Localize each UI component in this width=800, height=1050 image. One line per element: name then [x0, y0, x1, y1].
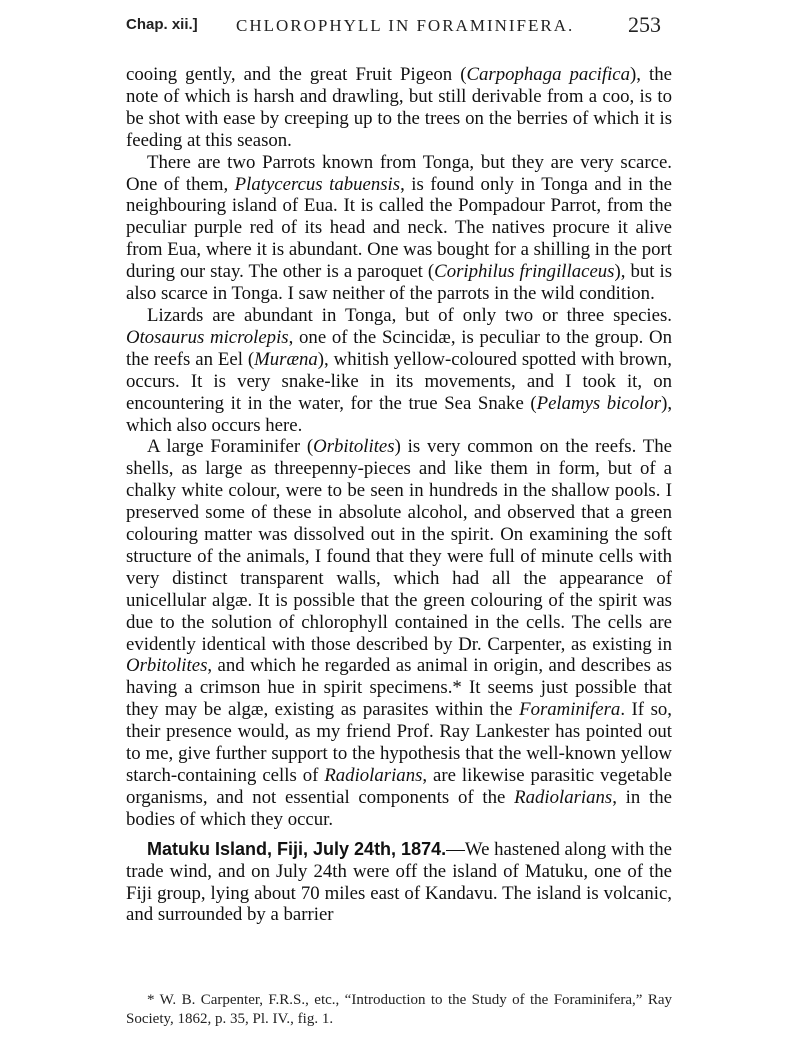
text-run: —We hastened along with the trade wind, and on July 24th were off the island of Matuku, one of the Fiji group, lying about 70 miles east of Kandavu. The island is volcanic, and surrounded by a barrier — [126, 838, 673, 926]
footnote: * W. B. Carpenter, F.R.S., etc., “Introduction to the Study of the Foraminifera,” Ray Society, 1862, p. 35, Pl. IV., fig. 1. — [126, 992, 672, 1027]
species-name: Radiolarians — [324, 765, 423, 786]
species-name: Pelamys bicolor — [536, 392, 662, 414]
species-name: Carpophaga pacifica — [466, 64, 631, 85]
species-name: Coriphilus fringillaceus — [434, 261, 615, 283]
text-run: There are two Parrots known from Tonga, but they are very scarce. One of them, — [126, 151, 672, 195]
text-run: Lizards are abundant in Tonga, but of only two or three species. — [147, 304, 672, 326]
species-name: Orbitolites — [126, 655, 208, 677]
body-text — [126, 64, 672, 926]
species-name: Platycercus tabuensis — [234, 173, 401, 195]
species-name: Radiolarians — [514, 786, 613, 808]
species-name: Foraminifera — [519, 699, 621, 721]
text-run: , is found only in Tonga and in the neighbouring island of Eua. It is called the Pompadour Parrot, from the peculiar purple red of its head and neck. The natives procure it alive from Eua, where it is abundant. One was bought for a shilling in the port during our stay. The other is a paroquet ( — [126, 173, 672, 283]
text-run: , one of the Scincidæ, is peculiar to the group. On the reefs an Eel ( — [126, 326, 672, 370]
text-run: , are likewise parasitic vegetable organisms, and not essential components of the — [126, 765, 673, 808]
species-name: Muræna — [254, 348, 318, 370]
species-name: Otosaurus microlepis — [126, 326, 289, 348]
text-run: ), whitish yellow-coloured spotted with brown, occurs. It is very snake-like in its movements, and I took it, on encountering it in the water, for the true Sea Snake ( — [126, 348, 672, 414]
text-run: , in the bodies of which they occur. — [126, 786, 672, 830]
paragraph-lizards — [126, 305, 672, 436]
text-run: cooing gently, and the great Fruit Pigeon ( — [126, 64, 467, 85]
text-run: ) is very common on the reefs. The shells, as large as threepenny-pieces and like them in form, but of a chalky white colour, were to be seen in hundreds in the shallow pools. I preserved some of these in absolute alcohol, and observed that a green colouring matter was dissolved out in the spirit. On examining the soft structure of the animals, I found that they were full of minute cells with very distinct transparent walls, which had all the appearance of unicellular algæ. It is possible that the green colouring of the spirit was due to the solution of chlorophyll contained in the cells. The cells are evidently identical with those described by Dr. Carpenter, as existing in — [126, 436, 672, 655]
text-run: ), but is also scarce in Tonga. I saw neither of the parrots in the wild condition. — [126, 261, 673, 305]
running-head-chapter: Chap. xii.] — [126, 16, 198, 33]
paragraph-foraminifer — [126, 436, 672, 830]
text-run: . If so, their presence would, as my friend Prof. Ray Lankester has pointed out to me, give further support to the hypothesis that the well-known yellow starch-containing cells of — [126, 699, 672, 786]
text-run: ), which also occurs here. — [126, 392, 673, 436]
paragraph-fruit-pigeon — [126, 64, 672, 152]
species-name: Orbitolites — [313, 436, 395, 458]
section-heading: Matuku Island, Fiji, July 24th, 1874. — [147, 838, 447, 859]
paragraph-parrots — [126, 152, 672, 305]
text-run: , and which he regarded as animal in origin, and describes as having a crimson hue in spirit specimens.* It seems just possible that they may be algæ, existing as parasites within the — [126, 655, 672, 721]
paragraph-matuku — [126, 839, 672, 927]
text-run: A large Foraminifer ( — [147, 436, 314, 458]
text-run: ), the note of which is harsh and drawling, but still derivable from a coo, is to be shot with ease by creeping up to the trees on the berries of which it is feeding at this season. — [126, 64, 673, 151]
page-number: 253 — [628, 12, 661, 37]
running-head-title: CHLOROPHYLL IN FORAMINIFERA. — [236, 16, 575, 35]
